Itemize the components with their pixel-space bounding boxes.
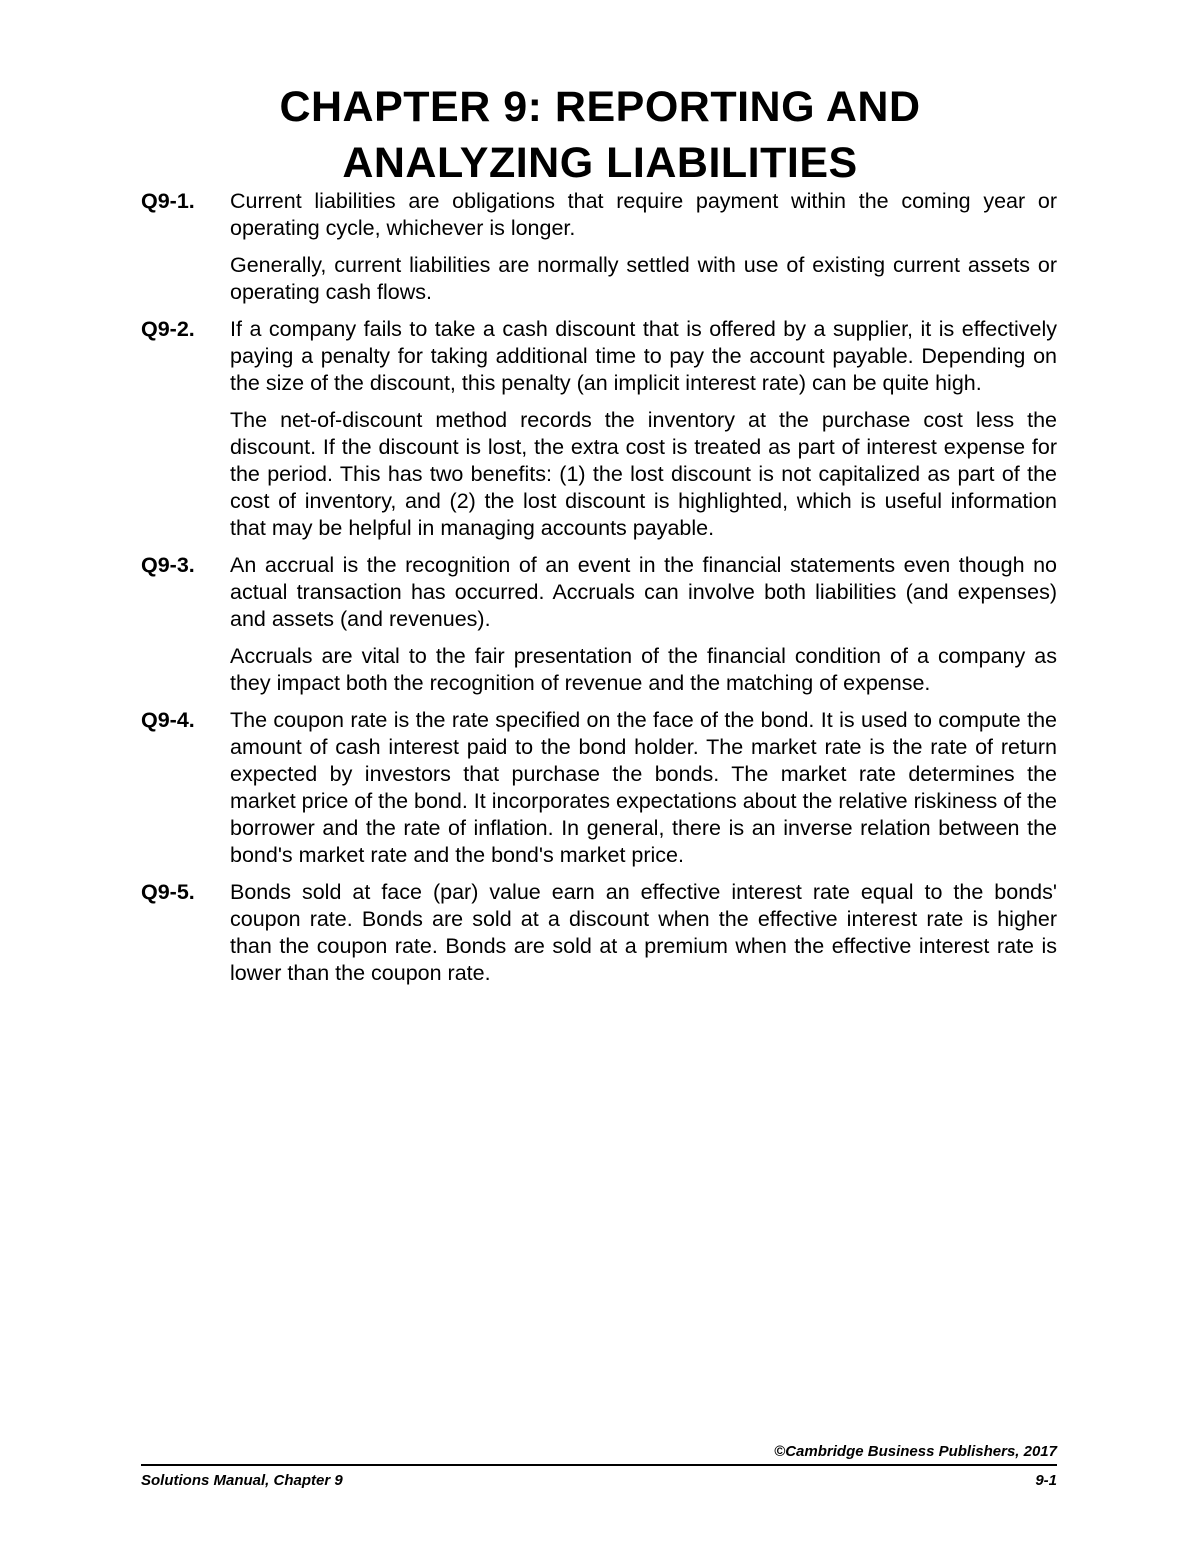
answer-paragraph: An accrual is the recognition of an event in the financial statements even though no actual transaction has occurred. Accruals can involve both liabilities (and expenses) and assets (and revenues). [230,553,1057,631]
question-answer [230,707,1057,869]
question-answer [230,316,1057,542]
answer-paragraph: The coupon rate is the rate specified on the face of the bond. It is used to compute the amount of cash interest paid to the bond holder. The market rate is the rate of return expected by investors that purchase the bonds. The market rate determines the market price of the bond. It incorporates expectations about the relative riskiness of the borrower and the rate of inflation. In general, there is an inverse relation between the bond's market rate and the bond's market price. [230,708,1058,867]
question-label: Q9-3. [141,553,195,577]
answer-paragraph: Accruals are vital to the fair presentation of the financial condition of a company as they impact both the recognition of revenue and the matching of expense. [230,644,1057,695]
footer-divider [141,1464,1057,1466]
question-q9-3 [141,552,1057,697]
answer-paragraph: If a company fails to take a cash discount that is offered by a supplier, it is effectively paying a penalty for taking additional time to pay the account payable. Depending on the size of the discount, this penalty (an implicit interest rate) can be quite high. [230,317,1057,395]
question-q9-1 [141,188,1057,306]
footer-manual-title: Solutions Manual, Chapter 9 [141,1472,343,1489]
footer-copyright: ©Cambridge Business Publishers, 2017 [774,1443,1057,1460]
chapter-title [0,79,1200,191]
question-answer [230,879,1057,987]
question-q9-4 [141,707,1057,869]
question-label: Q9-1. [141,189,195,213]
answer-paragraph: The net-of-discount method records the inventory at the purchase cost less the discount. If the discount is lost, the extra cost is treated as part of interest expense for the period. This has two benefits: (1) the lost discount is not capitalized as part of the cost of inventory, and (2) the lost discount is highlighted, which is useful information that may be helpful in managing accounts payable. [230,408,1057,540]
questions-list [141,188,1057,997]
answer-paragraph: Bonds sold at face (par) value earn an effective interest rate equal to the bonds' coupon rate. Bonds are sold at a discount when the effective interest rate is higher than the coupon rate. Bonds are sold at a premium when the effective interest rate is lower than the coupon rate. [230,880,1057,985]
question-q9-5 [141,879,1057,987]
chapter-title-line-2: ANALYZING LIABILITIES [342,138,858,187]
question-label: Q9-2. [141,317,195,341]
chapter-title-line-1: CHAPTER 9: REPORTING AND [279,82,921,131]
question-answer [230,188,1057,306]
footer-page-number: 9-1 [1035,1472,1057,1489]
question-answer [230,552,1057,697]
answer-paragraph: Current liabilities are obligations that require payment within the coming year or operating cycle, whichever is longer. [230,189,1057,240]
question-label: Q9-4. [141,708,195,732]
question-q9-2 [141,316,1057,542]
question-label: Q9-5. [141,880,195,904]
answer-paragraph: Generally, current liabilities are normally settled with use of existing current assets or operating cash flows. [230,253,1057,304]
